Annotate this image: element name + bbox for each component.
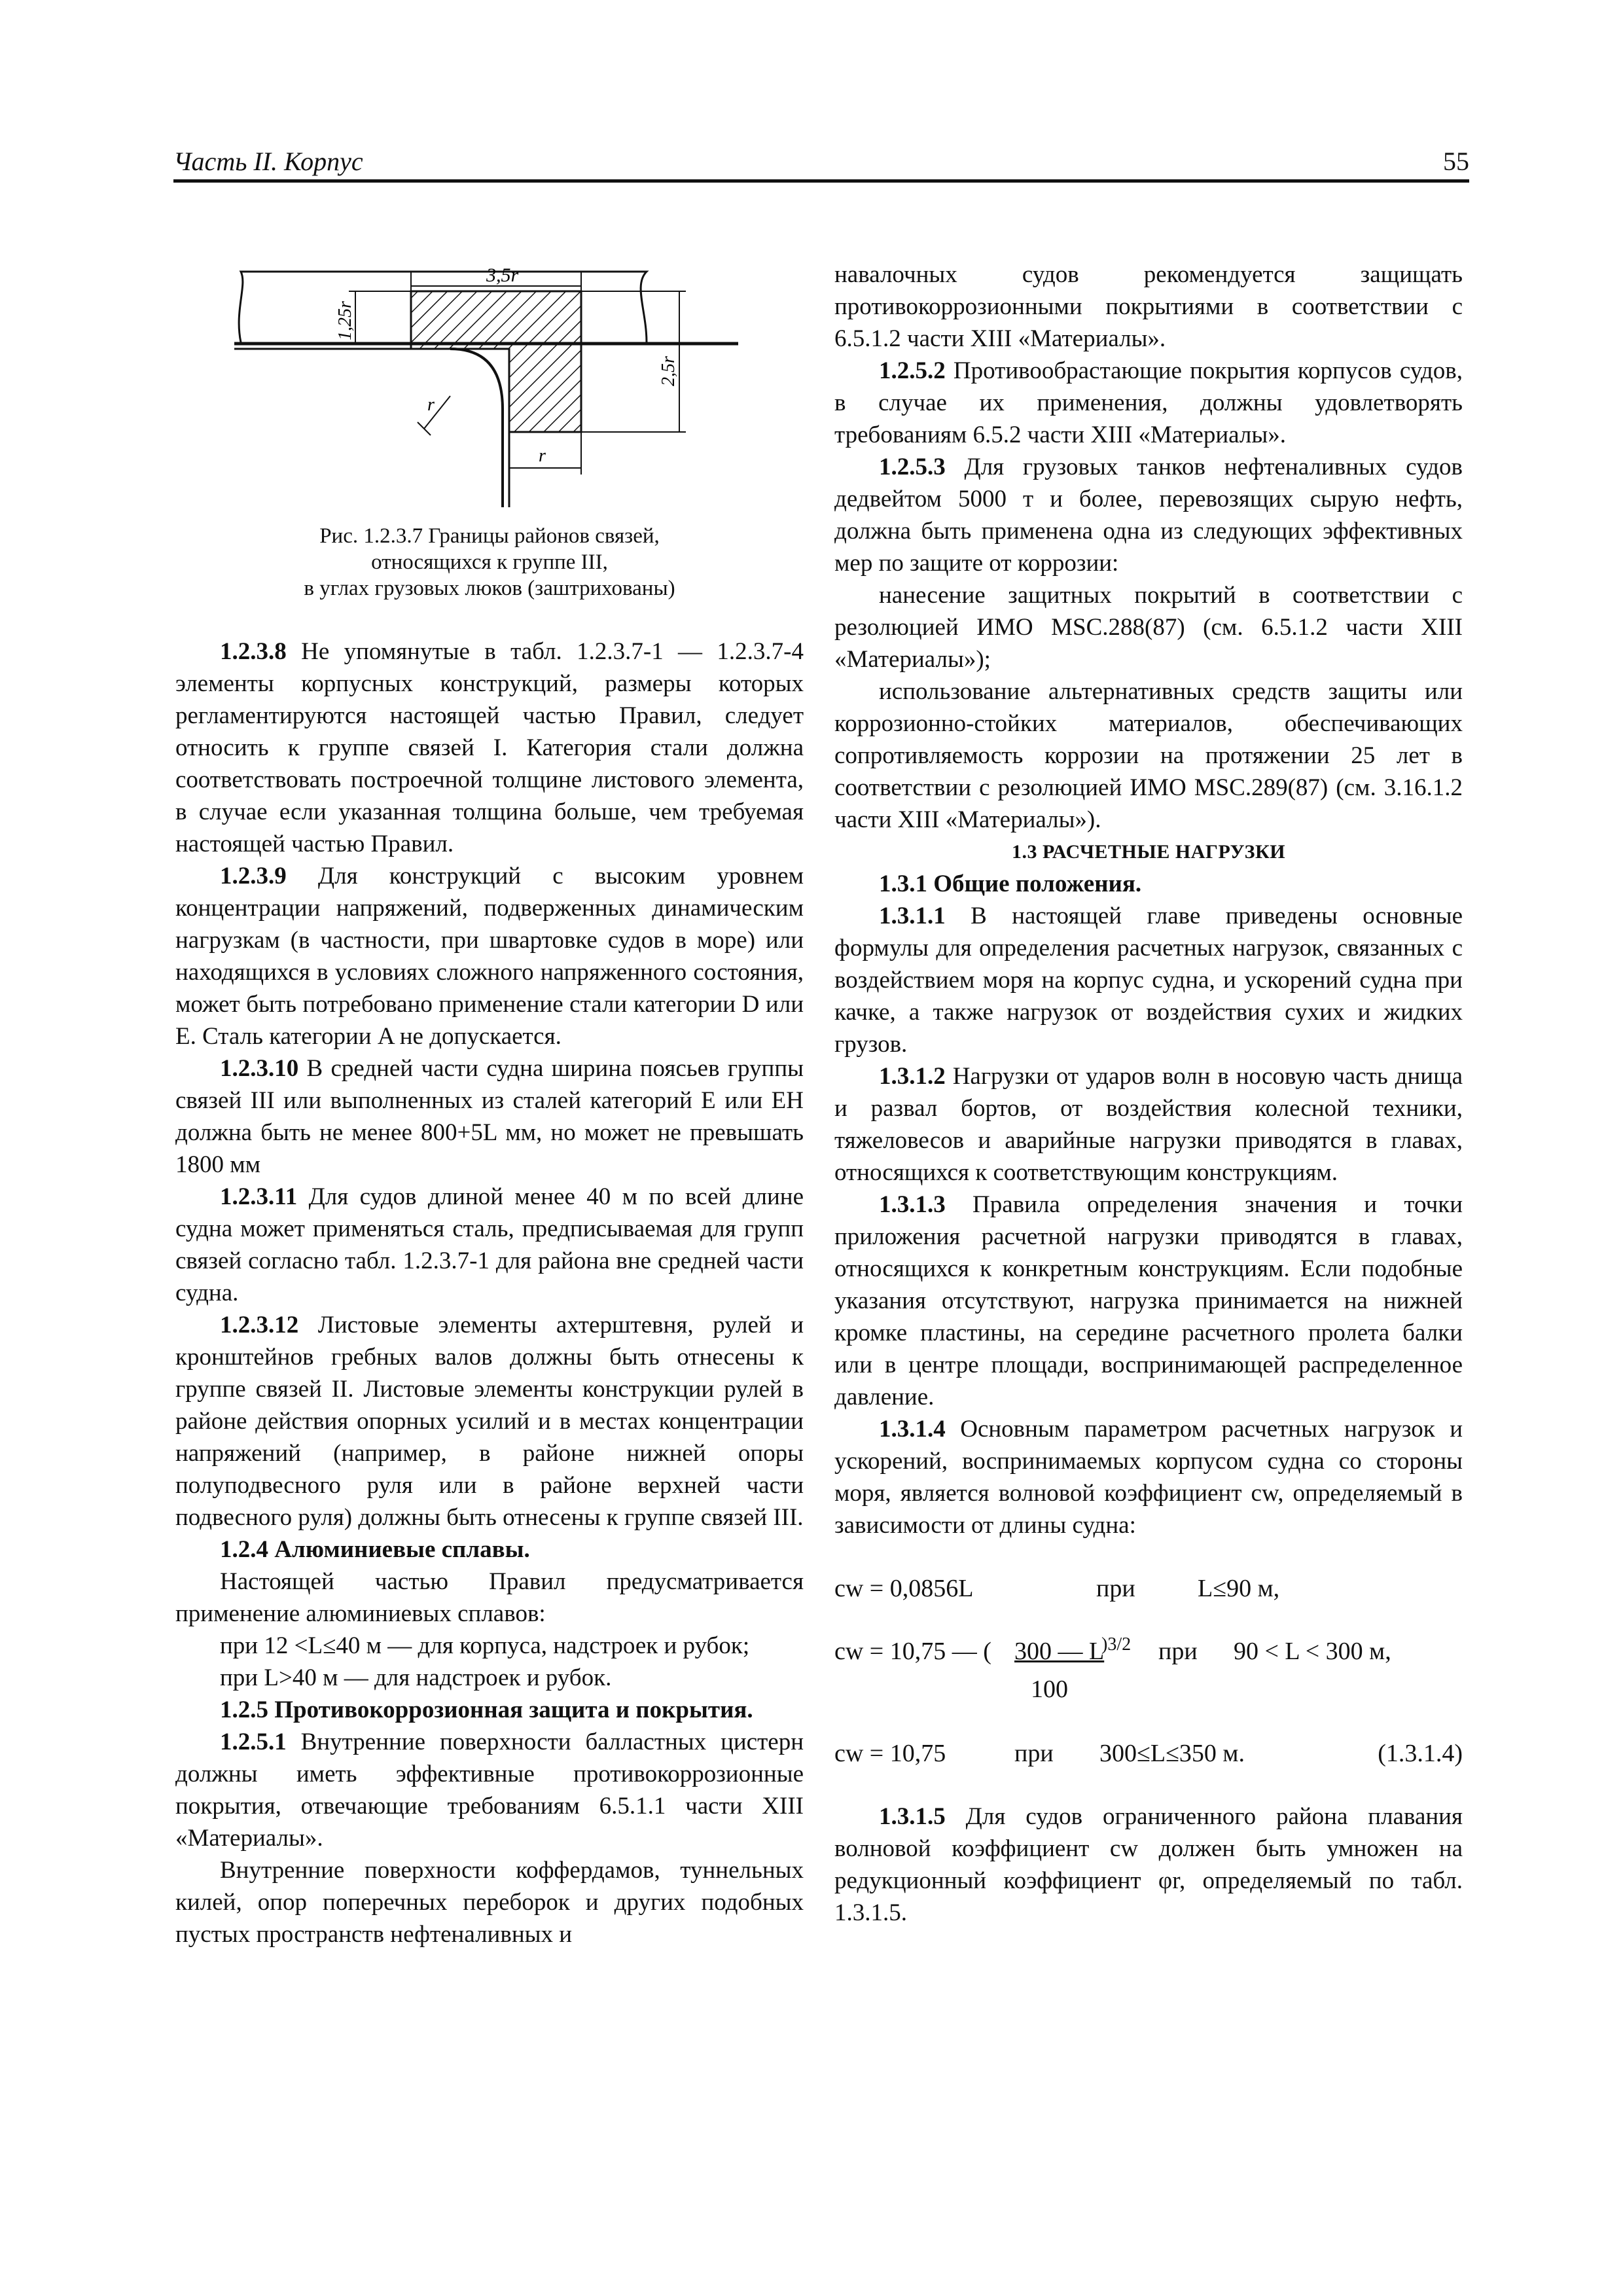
header-rule bbox=[173, 179, 1469, 183]
figure-caption: Рис. 1.2.3.7 Границы районов связей, относящихся к группе III, в углах грузовых люков (заштрихованы) bbox=[304, 524, 675, 600]
formula-cw-3: cw = 10,75 при 300≤L≤350 м. (1.3.1.4) bbox=[834, 1740, 1463, 1767]
heading-1-3-1: 1.3.1 Общие положения. bbox=[879, 870, 1142, 897]
paragraph-1-2-3-9: 1.2.3.9 Для конструкций с высоким уровнем концентрации напряжений, подверженных динамическим нагрузкам (в частности, при швартовке судов в море) или находящихся в условиях сложного напряженного состояния, может быть потребовано применение стали категории D или E. Сталь категории A не допускается. bbox=[175, 863, 804, 1050]
paragraph-1-2-3-11: 1.2.3.11 Для судов длиной менее 40 м по всей длине судна может применяться сталь, предписываемая для групп связей согласно табл. 1.2.3.7-1 для района вне средней части судна. bbox=[175, 1183, 804, 1306]
paragraph-aluminium-hull: при 12 <L≤40 м — для корпуса, надстроек и рубок; bbox=[220, 1632, 750, 1659]
paragraph-1-3-1-4: 1.3.1.4 Основным параметром расчетных нагрузок и ускорений, воспринимаемых корпусом судна со стороны моря, является волновой коэффициент cw, определяемый в зависимости от длины судна: bbox=[834, 1416, 1463, 1539]
hatch-corner-diagram bbox=[228, 259, 751, 507]
paragraph-aluminium: Настоящей частью Правил предусматривается применение алюминиевых сплавов: bbox=[175, 1568, 804, 1627]
paragraph-1-2-5-3: 1.2.5.3 Для грузовых танков нефтеналивных судов дедвейтом 5000 т и более, перевозящих сырую нефть, должна быть применена одна из следующих эффективных мер по защите от коррозии: bbox=[834, 454, 1463, 577]
left-column bbox=[175, 259, 804, 1950]
heading-1-2-5: 1.2.5 Противокоррозионная защита и покрытия. bbox=[220, 1696, 753, 1723]
dim-left-label: 1,25r bbox=[335, 301, 355, 340]
paragraph-1-2-5-2: 1.2.5.2 Противообрастающие покрытия корпусов судов, в случае их применения, должны удовлетворять требованиям 6.5.2 части XIII «Материалы». bbox=[834, 357, 1463, 448]
paragraph-aluminium-superstructure: при L>40 м — для надстроек и рубок. bbox=[220, 1664, 612, 1691]
radius-label: r bbox=[427, 395, 435, 415]
dim-top-label: 3,5r bbox=[486, 264, 519, 286]
heading-1-2-4: 1.2.4 Алюминиевые сплавы. bbox=[220, 1536, 530, 1563]
dim-right-label: 2,5r bbox=[658, 356, 679, 386]
hatched-area bbox=[411, 291, 581, 432]
paragraph-bulk-carriers: навалочных судов рекомендуется защищать противокоррозионными покрытиями в соответствии с 6.5.1.2 части XIII «Материалы». bbox=[834, 261, 1463, 352]
paragraph-coatings: нанесение защитных покрытий в соответствии с резолюцией ИМО MSC.288(87) (см. 6.5.1.2 части XIII «Материалы»); bbox=[834, 582, 1463, 673]
dim-bottom-label: r bbox=[539, 446, 546, 466]
paragraph-1-2-3-10: 1.2.3.10 В средней части судна ширина поясьев группы связей III или выполненных из сталей категорий E или EH должна быть не менее 800+5L мм, но может не превышать 1800 мм bbox=[175, 1055, 804, 1178]
page-header bbox=[173, 145, 1469, 178]
formula-cw-2: cw = 10,75 — ( 300 — L )3/2 100 при 90 < L < 300 м, bbox=[834, 1634, 1391, 1703]
paragraph-1-2-5-1: 1.2.5.1 Внутренние поверхности балластных цистерн должны иметь эффективные противокоррозионные покрытия, отвечающие требованиям 6.5.1.1 части XIII «Материалы». bbox=[175, 1729, 804, 1852]
paragraph-1-2-3-12: 1.2.3.12 Листовые элементы ахтерштевня, рулей и кронштейнов гребных валов должны быть отнесены к группе связей II. Листовые элементы конструкции рулей в районе действия опорных усилий и в местах концентрации напряжений (например, в районе нижней опоры полуподвесного руля или в районе верхней части подвесного руля) должны быть отнесены к группе связей III. bbox=[175, 1312, 804, 1531]
paragraph-1-3-1-1: 1.3.1.1 В настоящей главе приведены основные формулы для определения расчетных нагрузок, связанных с воздействием моря на корпус судна, и ускорений судна при качке, а также нагрузок от воздействия сухих и жидких грузов. bbox=[834, 903, 1463, 1058]
formula-cw-1: cw = 0,0856L при L≤90 м, bbox=[834, 1575, 1280, 1602]
corner-arc bbox=[450, 349, 503, 507]
hatch-corner-figure bbox=[175, 259, 804, 507]
paragraph-1-3-1-3: 1.3.1.3 Правила определения значения и точки приложения расчетной нагрузки приводятся в главах, относящихся к конкретным конструкциям. Если подобные указания отсутствуют, нагрузка принимается на нижней кромке пластины, на середине расчетного пролета балки или в центре площади, воспринимающей распределенное давление. bbox=[834, 1191, 1463, 1410]
page-number: 55 bbox=[1443, 147, 1469, 176]
section-title-1-3: 1.3 РАСЧЕТНЫЕ НАГРУЗКИ bbox=[1011, 841, 1286, 863]
paragraph-1-3-1-5: 1.3.1.5 Для судов ограниченного района плавания волновой коэффициент cw должен быть умножен на редукционный коэффициент φr, определяемый по табл. 1.3.1.5. bbox=[834, 1803, 1463, 1926]
paragraph-1-2-3-8: 1.2.3.8 Не упомянутые в табл. 1.2.3.7-1 — 1.2.3.7-4 элементы корпусных конструкций, размеры которых регламентируются настоящей частью Правил, следует относить к группе связей I. Категория стали должна соответствовать построечной толщине листового элемента, в случае если указанная толщина больше, чем требуемая настоящей частью Правил. bbox=[175, 638, 804, 857]
right-column bbox=[834, 259, 1463, 1929]
paragraph-cofferdams: Внутренние поверхности коффердамов, туннельных килей, опор поперечных переборок и других подобных пустых пространств нефтеналивных и bbox=[175, 1857, 804, 1948]
running-title: Часть II. Корпус bbox=[173, 147, 363, 176]
paragraph-1-3-1-2: 1.3.1.2 Нагрузки от ударов волн в носовую часть днища и развал бортов, от воздействия колесной техники, тяжеловесов и аварийные нагрузки приводятся в главах, относящихся к соответствующим конструкциям. bbox=[834, 1063, 1463, 1186]
paragraph-alternatives: использование альтернативных средств защиты или коррозионно-стойких материалов, обеспечивающих сопротивляемость коррозии на протяжении 25 лет в соответствии с резолюцией ИМО MSC.289(87) (см. 3.16.1.2 части XIII «Материалы»). bbox=[834, 678, 1463, 833]
